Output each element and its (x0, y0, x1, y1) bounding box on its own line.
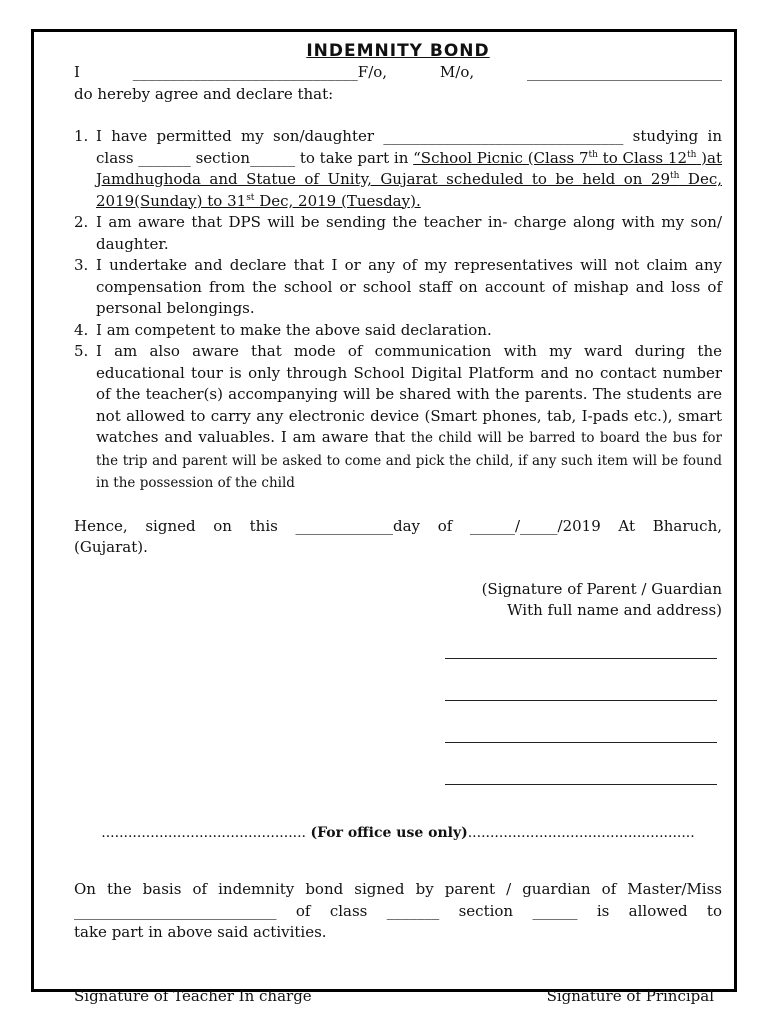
declaration-list (74, 126, 722, 495)
indemnity-bond-document (74, 40, 722, 1007)
footer-signatures (74, 986, 722, 1008)
declaration-item-2: 2. I am aware that DPS will be sending the teacher in- charge along with my son/ daughter. (74, 213, 722, 253)
office-use-label: (For office use only) (310, 824, 468, 841)
declaration-item-5: 5. I am also aware that mode of communication with my ward during the educational tour is only through School Digital Platform and no contact number of the teacher(s) accompanying will be shared with the parents. The students are not allowed to carry any electronic device (Smart phones, tab, I-pads etc.), smart watches and valuables. I am aware that the child will be barred to board the bus for the trip and parent will be asked to come and pick the child, if any such item will be found in the possession of the child (74, 342, 722, 491)
intro-line-1: I ______________________________F/o, M/o, __________________________ (74, 63, 722, 81)
parent-signature-block (74, 579, 722, 622)
office-use-divider: .............................................. (For office use only)................................................... (101, 824, 695, 841)
parent-signature-label: (Signature of Parent / Guardian (481, 579, 722, 598)
basis-line-1: On the basis of indemnity bond signed by parent / guardian of Master/Miss (74, 880, 722, 898)
basis-line-2: ___________________________ of class _______ section ______ is allowed to (74, 901, 722, 920)
signed-place: (Gujarat). (74, 538, 148, 556)
picnic-details: “School Picnic (Class 7th to Class 12th )at Jamdhughoda and Statue of Unity, Gujarat scheduled to be held on 29th Dec, 2019(Sunday) to 31st Dec, 2019 (Tuesday). (96, 148, 723, 210)
declaration-item-1: 1. I have permitted my son/daughter ________________________________ studying in class _______ section______ to take part in “School Picnic (Class 7th to Class 12th )at Jamdhughoda and Statue of Unity, Gujarat scheduled to be held on 29th Dec, 2019(Sunday) to 31st Dec, 2019 (Tuesday). (74, 127, 723, 210)
intro-line-2: do hereby agree and declare that: (74, 84, 334, 103)
basis-line-3: take part in above said activities. (74, 923, 327, 941)
teacher-signature-label: Signature of Teacher In charge (74, 986, 312, 1005)
document-title: INDEMNITY BOND (306, 41, 490, 61)
signed-on-line: Hence, signed on this _____________day of ______/_____/2019 At Bharuch, (74, 516, 722, 535)
principal-signature-label: Signature of Principal (546, 986, 714, 1005)
declaration-item-3: 3. I undertake and declare that I or any of my representatives will not claim any compensation from the school or school staff on account of mishap and loss of personal belongings. (74, 256, 722, 317)
parent-signature-sublabel: With full name and address) (507, 601, 722, 619)
declaration-item-4: 4. I am competent to make the above said declaration. (74, 320, 492, 339)
